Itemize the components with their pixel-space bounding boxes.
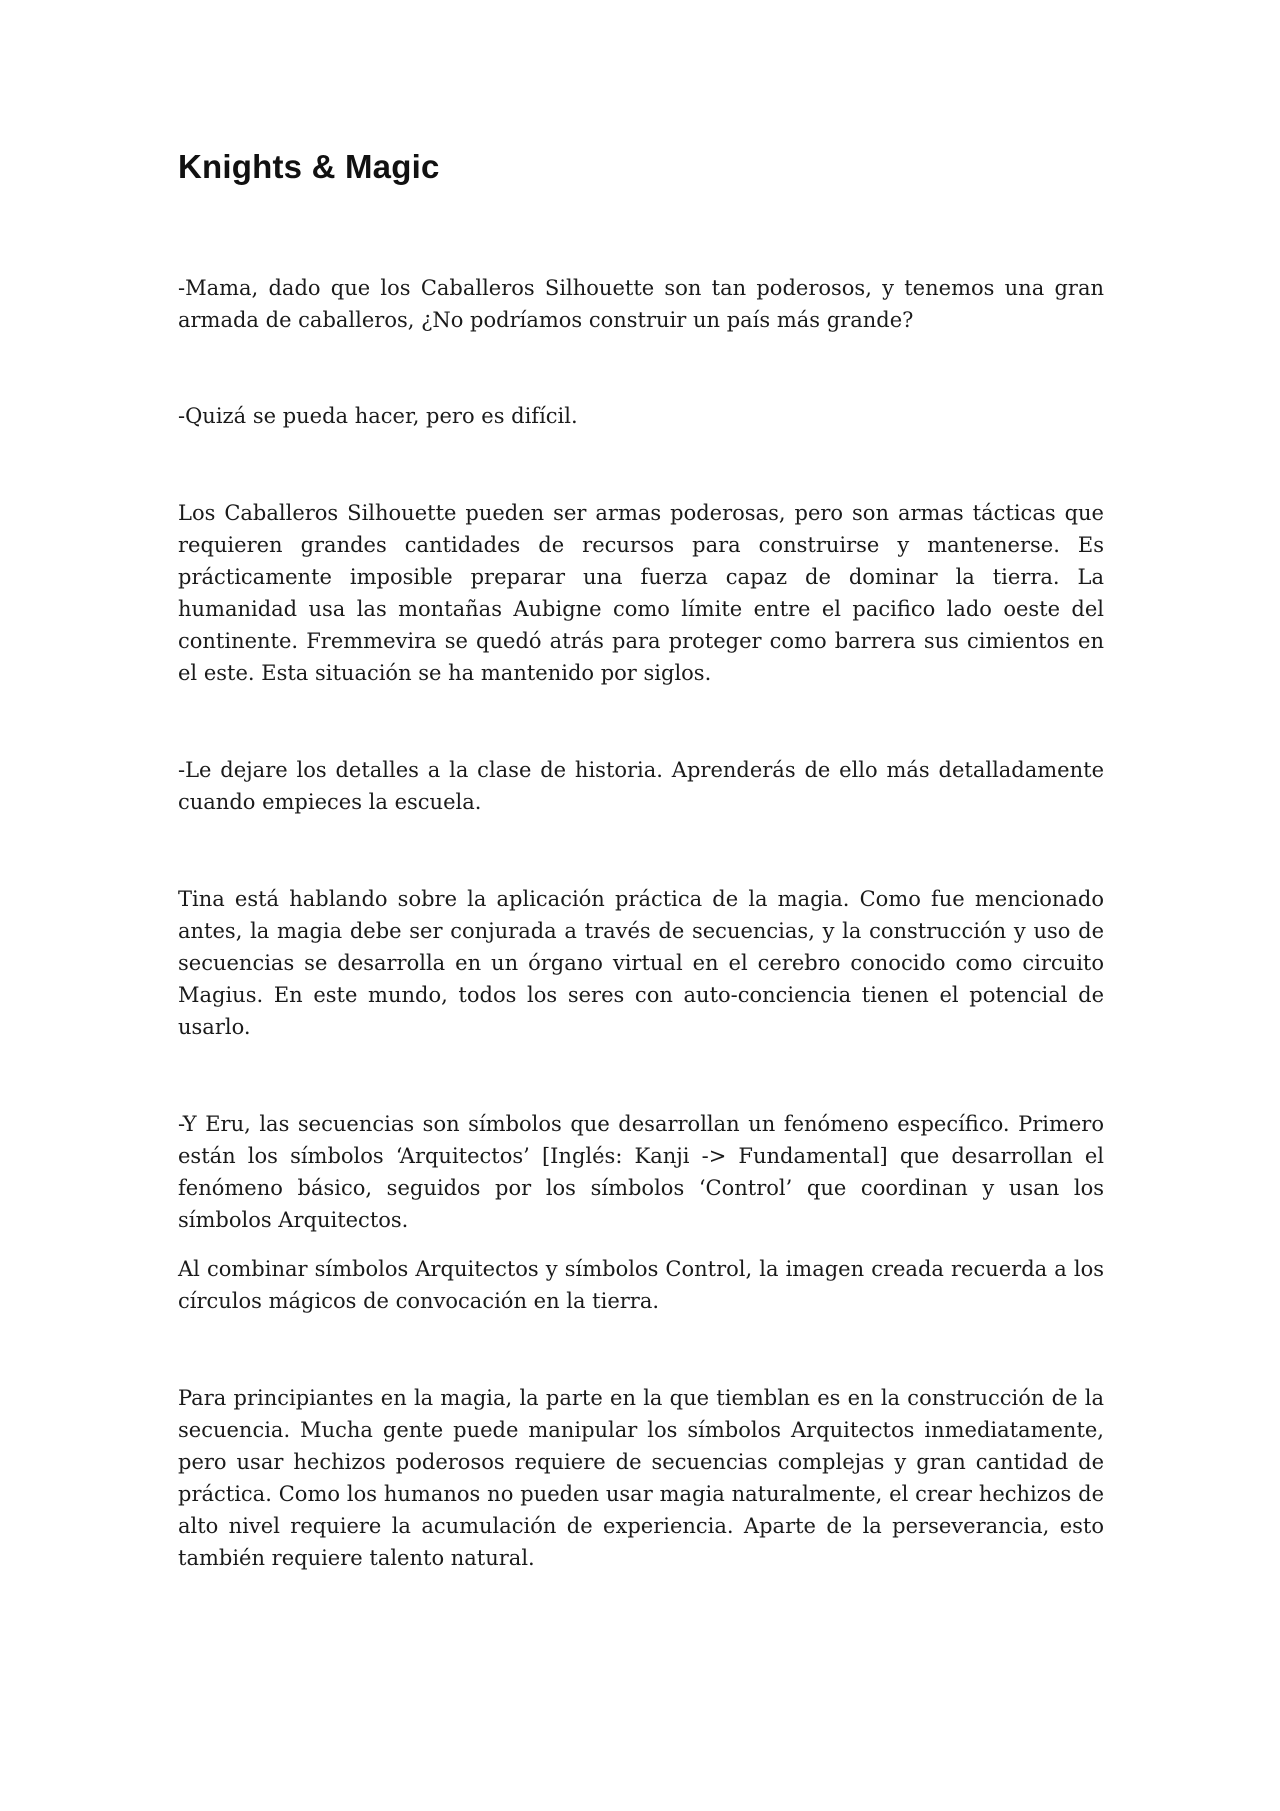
paragraph-1: -Mama, dado que los Caballeros Silhouette son tan poderosos, y tenemos una gran armada de caballeros, ¿No podríamos construir un país más grande? bbox=[178, 276, 1104, 332]
paragraph-8: Para principiantes en la magia, la parte en la que tiemblan es en la construcción de la secuencia. Mucha gente puede manipular los símbolos Arquitectos inmediatamente, pero usar hechizos poderosos requiere de secuencias complejas y gran cantidad de práctica. Como los humanos no pueden usar magia naturalmente, el crear hechizos de alto nivel requiere la acumulación de experiencia. Aparte de la perseverancia, esto también requiere talento natural. bbox=[178, 1386, 1104, 1570]
paragraph-7: Al combinar símbolos Arquitectos y símbolos Control, la imagen creada recuerda a los círculos mágicos de convocación en la tierra. bbox=[178, 1257, 1104, 1313]
paragraph-5: Tina está hablando sobre la aplicación práctica de la magia. Como fue mencionado antes, la magia debe ser conjurada a través de secuencias, y la construcción y uso de secuencias se desarrolla en un órgano virtual en el cerebro conocido como circuito Magius. En este mundo, todos los seres con auto-conciencia tienen el potencial de usarlo. bbox=[178, 887, 1104, 1039]
document-title: Knights & Magic bbox=[178, 148, 440, 185]
paragraph-2: -Quizá se pueda hacer, pero es difícil. bbox=[178, 404, 578, 428]
paragraph-3: Los Caballeros Silhouette pueden ser armas poderosas, pero son armas tácticas que requieren grandes cantidades de recursos para construirse y mantenerse. Es prácticamente imposible preparar una fuerza capaz de dominar la tierra. La humanidad usa las montañas Aubigne como límite entre el pacifico lado oeste del continente. Fremmevira se quedó atrás para proteger como barrera sus cimientos en el este. Esta situación se ha mantenido por siglos. bbox=[178, 501, 1104, 685]
paragraph-6: -Y Eru, las secuencias son símbolos que desarrollan un fenómeno específico. Primero están los símbolos ‘Arquitectos’ [Inglés: Kanji -> Fundamental] que desarrollan el fenómeno básico, seguidos por los símbolos ‘Control’ que coordinan y usan los símbolos Arquitectos. bbox=[178, 1112, 1104, 1232]
paragraph-4: -Le dejare los detalles a la clase de historia. Aprenderás de ello más detalladamente cuando empieces la escuela. bbox=[178, 758, 1104, 814]
